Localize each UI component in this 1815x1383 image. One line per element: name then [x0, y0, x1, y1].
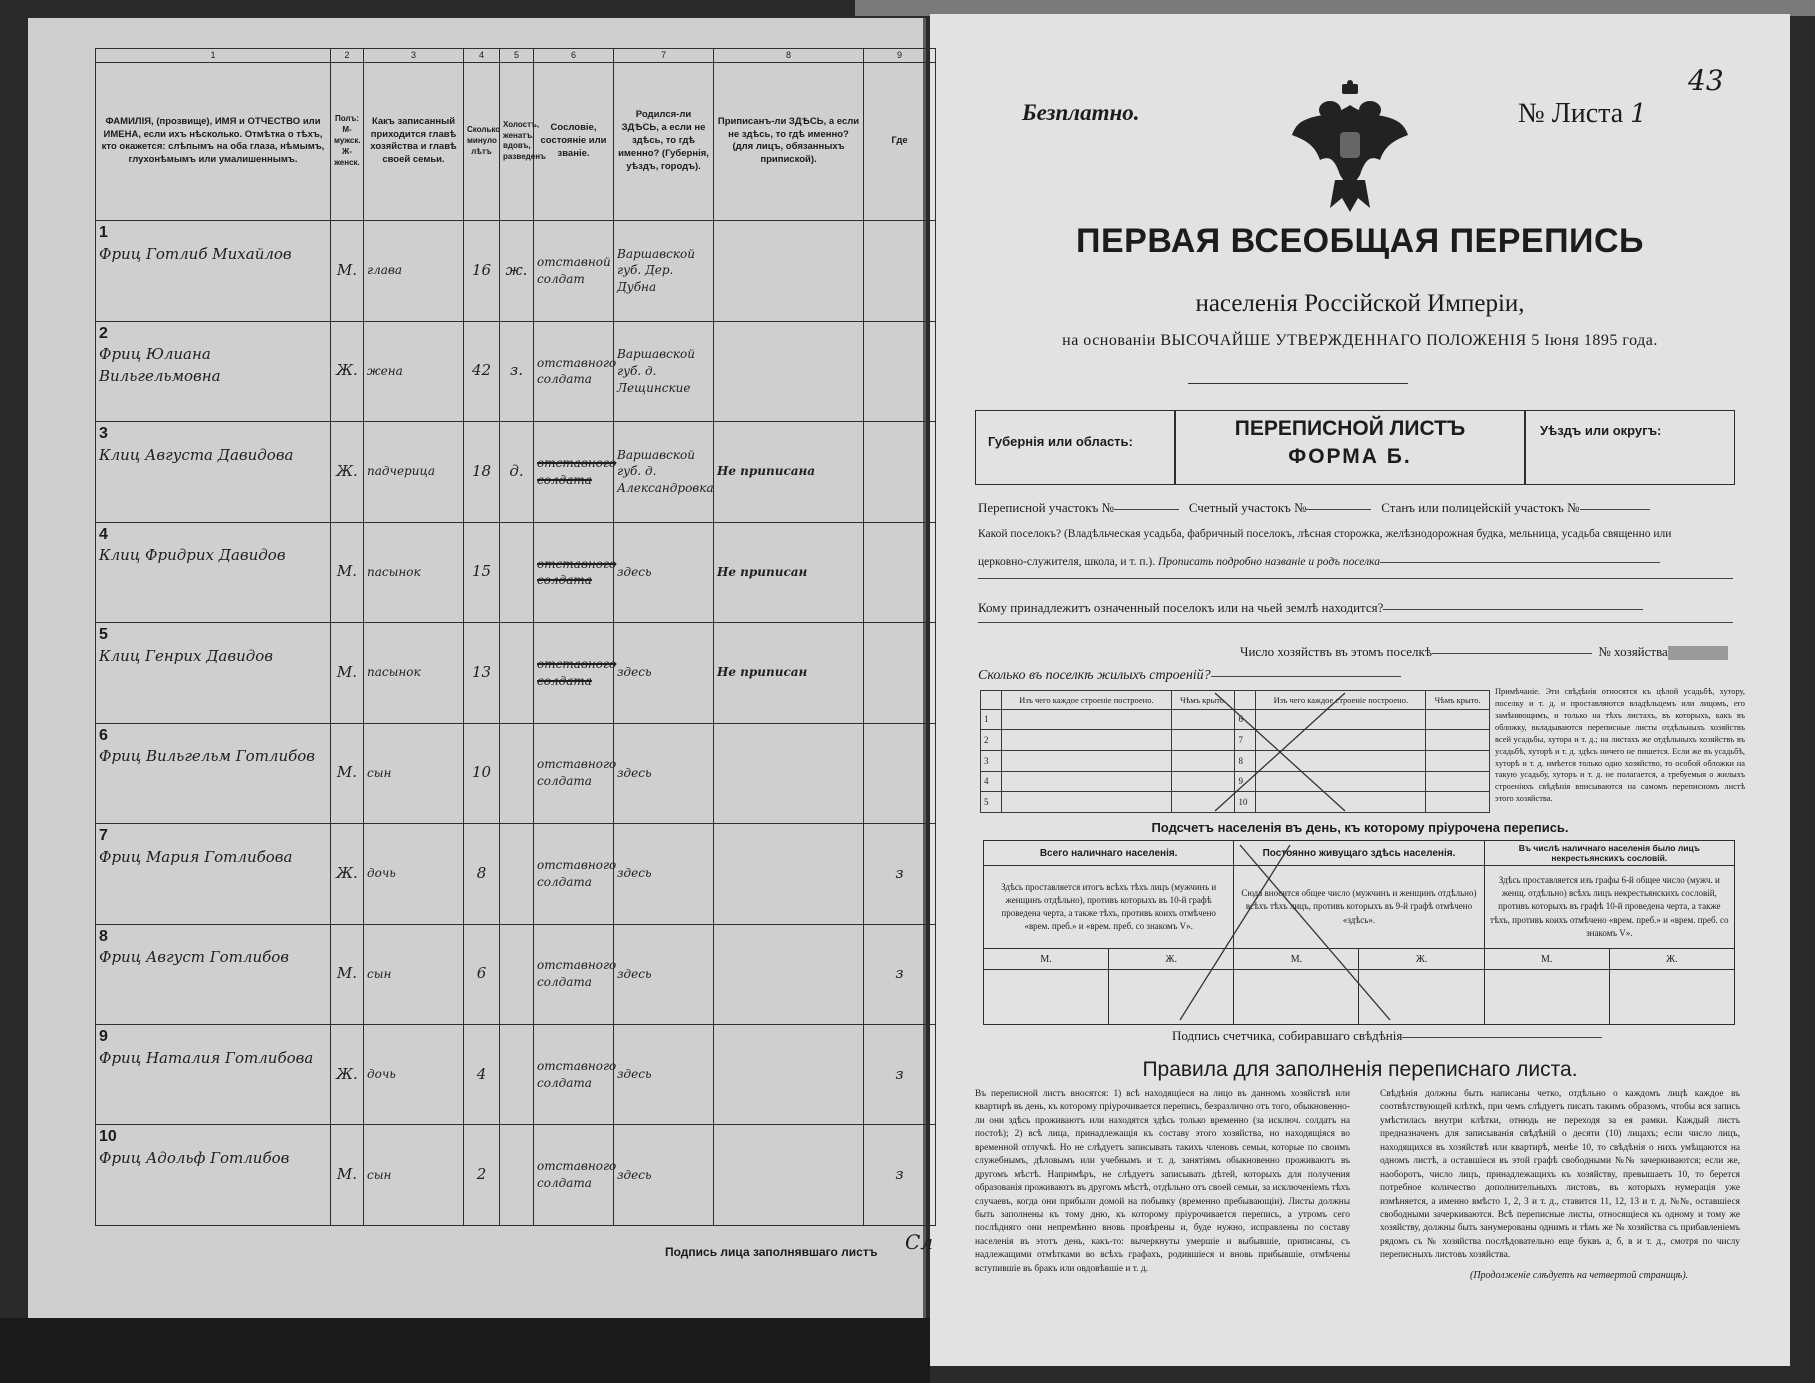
estate-value: отставного солдата [537, 355, 617, 387]
row-number: 3 [99, 425, 108, 443]
person-name: Фриц Мария Готлибова [99, 847, 293, 866]
census-rows [96, 221, 936, 1226]
cell-registration [714, 321, 864, 421]
estate-value: отставного солдата [537, 456, 617, 487]
table-row [96, 824, 936, 924]
table-row [96, 924, 936, 1024]
estate-value: отставной солдат [537, 255, 611, 286]
cell-registration [714, 221, 864, 321]
form-subtitle-decree: на основаніи ВЫСОЧАЙШЕ УТВЕРЖДЕННАГО ПОЛОЖЕНІЯ 5 Іюня 1895 года. [1062, 332, 1658, 349]
cell-registration [714, 623, 864, 723]
age-value: 8 [476, 863, 487, 882]
btab-row-number: 3 [981, 750, 1002, 771]
table-row [96, 1024, 936, 1124]
cell-relation [364, 522, 464, 622]
sex-value: М. [336, 763, 358, 782]
enumerator-signature-line [1172, 1028, 1602, 1044]
marital-value: з. [510, 361, 523, 380]
cell-sex [331, 321, 364, 421]
person-name: Фриц Адольф Готлибов [99, 1149, 290, 1168]
cell-col9 [864, 1024, 936, 1124]
table-row [96, 422, 936, 522]
cell-marital [500, 422, 534, 522]
cell-marital [500, 522, 534, 622]
cell-registration [714, 522, 864, 622]
relation-value: пасынок [367, 665, 421, 680]
settlement-type-label: Какой поселокъ? (Владѣльческая усадьба, фабричный поселокъ, лѣсная сторожка, желѣзнодорожная будка, мельница, усадьба священно или [978, 528, 1672, 540]
header-estate: Сословіе, состояніе или званіе. [534, 62, 614, 221]
ptab-desc-present: Здѣсь проставляется итогъ всѣхъ тѣхъ лицъ (мужчинъ и женщинъ отдѣльно), противъ которыхъ въ 10-й графѣ проведена черта, а также тѣхъ, противъ коихъ отмѣчено «врем. преб.» и «врем. преб. со знакомъ V». [984, 866, 1234, 949]
btab-cell [1426, 792, 1490, 813]
cell-birthplace [614, 623, 714, 723]
cell-birthplace [614, 824, 714, 924]
ptab-desc-non-peasant: Здѣсь проставляется изъ графы 6-й общее число (мужч. и женщ. отдѣльно) всѣхъ лицъ некрестьянскихъ сословій, противъ которыхъ въ графѣ 10-й проведена черта, а также тѣхъ, противъ коихъ отмѣчено «врем. преб.» и «врем. преб. со знакомъ V». [1484, 866, 1734, 949]
row-number: 6 [99, 726, 108, 744]
person-name: Фриц Август Готлибов [99, 948, 290, 967]
header-col9: Где [864, 62, 936, 221]
rules-title: Правила для заполненія переписнаго листа. [1142, 1058, 1578, 1081]
settlement-type-cont: церковно-служителя, школа, и т. п.). [978, 556, 1156, 568]
households-line [1240, 644, 1728, 660]
ptab-zh: Ж. [1109, 949, 1234, 970]
cell-col9 [864, 1125, 936, 1226]
cell-relation [364, 422, 464, 522]
btab-row-number: 9 [1235, 771, 1256, 792]
header-age: Сколько минуло лѣтъ [464, 62, 500, 221]
col-num: 2 [331, 49, 364, 63]
settlement-type-line2 [978, 556, 1660, 568]
age-value: 13 [471, 662, 492, 681]
marital-value: ж. [505, 260, 528, 279]
header-relation: Какъ записанный приходится главѣ хозяйства и главѣ своей семьи. [364, 62, 464, 221]
cell-relation [364, 824, 464, 924]
census-plot-label: Переписной участокъ № [978, 500, 1115, 515]
person-name: Фриц Наталия Готлибова [99, 1048, 314, 1067]
birthplace-value: здесь [617, 564, 652, 579]
cell-age [464, 623, 500, 723]
cell-sex [331, 924, 364, 1024]
table-row [96, 321, 936, 421]
table-row [96, 623, 936, 723]
cell-registration [714, 924, 864, 1024]
birthplace-value: здесь [617, 866, 652, 881]
col9-value: з [895, 863, 904, 882]
row-number: 2 [99, 324, 108, 342]
owner-label: Кому принадлежитъ означенный поселокъ или на чьей землѣ находится? [978, 600, 1384, 615]
sex-value: М. [336, 562, 358, 581]
ptab-desc-permanent: Сюда вносится общее число (мужчинъ и женщинъ отдѣльно) всѣхъ тѣхъ лицъ, противъ которыхъ въ 9-й графѣ отмѣчено «здѣсь». [1234, 866, 1484, 949]
cell-relation [364, 321, 464, 421]
btab-cell [1002, 771, 1172, 792]
age-value: 10 [471, 763, 492, 782]
household-number-label: № хозяйства [1598, 644, 1668, 659]
cell-name [96, 723, 331, 823]
cell-sex [331, 1125, 364, 1226]
district-box: Уѣздъ или округъ: [1525, 410, 1735, 485]
registration-value: Не приписан [717, 564, 808, 579]
header-row [96, 62, 936, 221]
btab-header-material: Изъ чего каждое строеніе построено. [1002, 691, 1172, 710]
btab-row-number: 8 [1235, 750, 1256, 771]
cell-col9 [864, 221, 936, 321]
cross-out-mark [1210, 688, 1350, 816]
btab-row-number: 10 [1235, 792, 1256, 813]
age-value: 4 [476, 1064, 487, 1083]
estate-value: отставного солдата [537, 757, 617, 789]
btab-row-number: 6 [1235, 709, 1256, 730]
cell-age [464, 1125, 500, 1226]
cell-age [464, 924, 500, 1024]
cell-relation [364, 1024, 464, 1124]
btab-row-number: 7 [1235, 730, 1256, 751]
cell-name [96, 924, 331, 1024]
table-row [96, 221, 936, 321]
cell-birthplace [614, 723, 714, 823]
cell-col9 [864, 321, 936, 421]
header-sex: Полъ: М-мужск. Ж-женск. [331, 62, 364, 221]
double-headed-eagle-icon [1290, 80, 1410, 215]
relation-value: сын [367, 765, 392, 780]
page-corner-number: 43 [1688, 64, 1724, 97]
sheet-value: 1 [1630, 99, 1647, 129]
dwellings-label: Сколько въ поселкѣ жилыхъ строеній? [978, 668, 1211, 683]
note-text: Примѣчаніе. Эти свѣдѣнія относятся къ цѣлой усадьбѣ, хутору, поселку и т. д. и проставляются владѣльцемъ или лицомъ, его замѣняющимъ, и только на тѣхъ листахъ, въ которыхъ, какъ въ обложку, вкладываются переписные листы отдѣльныхъ хозяйствъ всей усадьбы, хутора и т. д.; на листахъ же отдѣльныхъ хозяйствъ въ усадьбѣ, хуторѣ и т. д. здѣсь ничего не пишется. Если же въ усадьбѣ, хуторѣ и т. д. имѣется только одно хозяйство, то особой обложки на такую усадьбу, хуторъ и т. д. не полагается, а требуемыя о жилыхъ строеніяхъ свѣдѣнія вписываются на самомъ переписномъ листѣ этого хозяйства. [1495, 687, 1745, 804]
col-num: 3 [364, 49, 464, 63]
cell-sex [331, 422, 364, 522]
ptab-header-non-peasant: Въ числѣ наличнаго населенія было лицъ некрестьянскихъ сословій. [1484, 841, 1734, 866]
census-plot-line [978, 500, 1650, 516]
relation-value: падчерица [367, 464, 435, 479]
estate-value: отставного солдата [537, 857, 617, 889]
col-num: 8 [714, 49, 864, 63]
cell-age [464, 422, 500, 522]
btab-cell [1002, 709, 1172, 730]
btab-header-roof: Чѣмъ крыто. [1171, 691, 1235, 710]
cell-birthplace [614, 924, 714, 1024]
cell-relation [364, 924, 464, 1024]
cell-sex [331, 1024, 364, 1124]
col9-value: з [895, 1064, 904, 1083]
cell-registration [714, 723, 864, 823]
relation-value: сын [367, 1167, 392, 1182]
cell-name [96, 422, 331, 522]
cell-col9 [864, 522, 936, 622]
row-number: 8 [99, 927, 108, 945]
cell-age [464, 321, 500, 421]
estate-value: отставного солдата [537, 1159, 617, 1191]
col-num: 5 [500, 49, 534, 63]
btab-row-number: 5 [981, 792, 1002, 813]
birthplace-value: здесь [617, 765, 652, 780]
province-box: Губернія или область: [975, 410, 1175, 485]
col-num: 1 [96, 49, 331, 63]
cell-estate [534, 321, 617, 421]
sex-value: М. [336, 260, 358, 279]
owner-line [978, 600, 1643, 616]
sex-value: Ж. [336, 1064, 358, 1083]
row-number: 4 [99, 525, 108, 543]
age-value: 18 [471, 461, 492, 480]
cell-birthplace [614, 1024, 714, 1124]
cell-birthplace [614, 422, 714, 522]
person-name: Клиц Генрих Давидов [99, 646, 274, 665]
row-number: 5 [99, 626, 108, 644]
census-table [95, 48, 936, 1226]
cell-sex [331, 723, 364, 823]
cell-birthplace [614, 522, 714, 622]
cell-name [96, 321, 331, 421]
form-type-box [1175, 410, 1525, 485]
sex-value: М. [336, 662, 358, 681]
signature-label: Подпись лица заполнявшаго листъ [665, 1245, 878, 1259]
cell-estate [534, 1024, 617, 1124]
btab-cell [1002, 730, 1172, 751]
form-type-title: ПЕРЕПИСНОЙ ЛИСТЪ [1234, 417, 1466, 440]
cell-col9 [864, 422, 936, 522]
estate-value: отставного солдата [537, 958, 617, 990]
relation-value: глава [367, 263, 402, 278]
col-num: 4 [464, 49, 500, 63]
table-row [96, 1125, 936, 1226]
cell-age [464, 723, 500, 823]
continued-note: (Продолженіе слѣдуетъ на четвертой страницѣ). [1470, 1270, 1689, 1281]
btab-cell [1002, 792, 1172, 813]
cell-relation [364, 221, 464, 321]
cell-relation [364, 1125, 464, 1226]
header-registration: Приписанъ-ли ЗДѢСЬ, а если не здѣсь, то гдѣ именно? (для лицъ, обязанныхъ припиской). [714, 62, 864, 221]
settlement-type-instruction: Прописать подробно названіе и родъ поселка [1157, 556, 1380, 568]
ptab-cell [984, 970, 1109, 1025]
sex-value: М. [336, 964, 358, 983]
cell-name [96, 1024, 331, 1124]
row-number: 1 [99, 224, 108, 242]
btab-row-number: 1 [981, 709, 1002, 730]
cell-registration [714, 1125, 864, 1226]
cell-estate [534, 522, 617, 622]
households-count-label: Число хозяйствъ въ этомъ поселкѣ [1240, 644, 1432, 659]
population-count-title: Подсчетъ населенія въ день, къ которому пріурочена перепись. [1151, 820, 1569, 835]
sex-value: Ж. [336, 461, 358, 480]
ptab-zh: Ж. [1359, 949, 1484, 970]
cell-col9 [864, 723, 936, 823]
col9-value: з [895, 1165, 904, 1184]
cell-estate [534, 723, 617, 823]
person-name: Клиц Августа Давидова [99, 445, 294, 464]
sheet-label: № Листа [1518, 98, 1624, 129]
cell-marital [500, 1024, 534, 1124]
btab-header-roof: Чѣмъ крыто. [1426, 691, 1490, 710]
sex-value: М. [336, 1165, 358, 1184]
column-number-row [96, 49, 936, 63]
row-number: 10 [99, 1128, 117, 1146]
count-plot-label: Счетный участокъ № [1188, 500, 1307, 515]
ptab-cell [1484, 970, 1609, 1025]
enumerator-signature-label: Подпись счетчика, собиравшаго свѣдѣнія [1172, 1028, 1403, 1043]
sheet-number [1518, 98, 1647, 130]
cell-age [464, 1024, 500, 1124]
form-subtitle: населенія Россійской Имперіи, [1195, 290, 1525, 317]
estate-value: отставного солдата [537, 656, 617, 688]
person-name: Фриц Готлиб Михайлов [99, 244, 292, 263]
birthplace-value: Варшавской губ. д. Лещинские [617, 347, 695, 395]
cell-age [464, 522, 500, 622]
btab-cell [1426, 730, 1490, 751]
sex-value: Ж. [336, 863, 358, 882]
registration-value: Не приписан [717, 665, 808, 680]
redacted-value [1668, 646, 1728, 660]
birthplace-value: Варшавской губ. Дер. Дубна [617, 246, 695, 295]
cell-registration [714, 422, 864, 522]
cell-col9 [864, 924, 936, 1024]
cell-relation [364, 623, 464, 723]
cell-sex [331, 522, 364, 622]
ptab-zh: Ж. [1609, 949, 1734, 970]
cell-estate [534, 221, 614, 321]
cell-name [96, 1125, 331, 1226]
cell-marital [500, 924, 534, 1024]
estate-value: отставного солдата [537, 1058, 617, 1090]
birthplace-value: здесь [617, 1067, 652, 1082]
cell-marital [500, 623, 534, 723]
header-birthplace: Родился-ли ЗДѢСЬ, а если не здѣсь, то гдѣ именно? (Губернія, уѣздъ, городъ). [614, 62, 714, 221]
row-number: 9 [99, 1027, 108, 1045]
relation-value: пасынок [367, 564, 421, 579]
ptab-m: М. [984, 949, 1109, 970]
blank-line [978, 578, 1733, 579]
age-value: 15 [471, 562, 492, 581]
cell-marital [500, 221, 534, 321]
person-name: Фриц Вильгельм Готлибов [99, 747, 316, 766]
relation-value: дочь [367, 1067, 396, 1082]
relation-value: сын [367, 966, 392, 981]
rules-column-right: Свѣдѣнія должны быть написаны четко, отдѣльно о каждомъ лицѣ каждое въ соотвѣтствующей клѣткѣ, при чемъ слѣдуетъ писать такимъ образомъ, чтобы вся запись умѣстилась внутри клѣтки, отнюдь не переходя за ея рамки. Каждый листъ предназначенъ для записыванія свѣдѣній о десяти (10) лицахъ; если число лицъ, находящихся въ хозяйствѣ или квартирѣ, менѣе 10, то свѣдѣнія о нихъ умѣщаются на одномъ листѣ, а оставшіеся въ этой графѣ свободными №№ зачеркиваются; если же, наоборотъ, число лицъ, принадлежащихъ къ хозяйству, превышаетъ 10, то берется потребное количество дополнительныхъ листовъ, въ которыхъ нумерація уже измѣняется, а именно вмѣсто 1, 2, 3 и т. д., ставится 11, 12, 13 и т. д. №№, оставшіеся свободными зачеркиваются. Всѣ переписные листы, относящіеся къ одному и тому же хозяйству, должны быть занумерованы однимъ и тѣмъ же № хозяйства съ прибавленіемъ рядомъ съ № хозяйства послѣдовательно еще буквъ а, б, в и т. д., смотря по числу переписныхъ листовъ хозяйства. [1380, 1089, 1740, 1261]
police-plot-label: Станъ или полицейскій участокъ № [1381, 500, 1580, 515]
free-of-charge-label: Безплатно. [1022, 100, 1140, 125]
birthplace-value: здесь [617, 665, 652, 680]
sex-value: Ж. [336, 361, 358, 380]
registration-value: Не приписана [717, 464, 816, 479]
btab-row-number: 4 [981, 771, 1002, 792]
bottom-background [0, 1318, 930, 1383]
person-name: Клиц Фридрих Давидов [99, 546, 286, 565]
cell-marital [500, 321, 534, 421]
person-name: Фриц Юлиана Вильгельмовна [99, 345, 221, 385]
cell-registration [714, 824, 864, 924]
form-type-code: ФОРМА Б. [1288, 445, 1412, 469]
cell-name [96, 522, 331, 622]
rules-column-left: Въ переписной листъ вносятся: 1) всѣ находящіеся на лицо въ данномъ хозяйствѣ или квартирѣ въ день, къ которому пріурочивается перепись, безразлично отъ того, обыкновенно-ли они здѣсь проживаютъ или находятся здѣсь только временно (за исключ. солдатъ на постоѣ); 2) всѣ лица, принадлежащія къ составу этого хозяйства, но находящіяся во временной отлучкѣ. Но не слѣдуетъ записывать такихъ членовъ семьи, которые по своимъ служебнымъ, дѣловымъ или учебнымъ и т. д. занятіямъ обыкновенно проживаютъ въ другомъ мѣстѣ. Напримѣръ, не слѣдуетъ записывать дѣтей, которыхъ для получения образованія проживаютъ въ другомъ мѣстѣ, отдѣльно отъ своей семьи, за исключеніемъ тѣхъ случаевъ, когда они прибыли домой на побывку (временно пребывающіи). Листы должны быть заполнены къ тому дню, къ которому пріурочивается перепись, а утромъ сего послѣдняго они непремѣнно вновь провѣрены и, буде нужно, исправлены по составу населенія въ этотъ день, какъ-то: вычеркнуты умершіе и выбывшіе, приписаны, съ надлежащими отмѣтками во всѣхъ графахъ, родившіеся и вновь прибывшіе, отмѣчены вступившіе въ бракъ или овдовѣвшіе и т. д. [975, 1089, 1350, 1274]
ptab-m: М. [1484, 949, 1609, 970]
marital-value: д. [509, 461, 524, 480]
cell-col9 [864, 824, 936, 924]
table-row [96, 723, 936, 823]
cell-name [96, 221, 331, 321]
cell-relation [364, 723, 464, 823]
relation-value: жена [367, 363, 403, 378]
ptab-header-present: Всего наличнаго населенія. [984, 841, 1234, 866]
blank-line [978, 622, 1733, 623]
divider [1188, 383, 1408, 384]
cell-estate [534, 623, 617, 723]
cell-sex [331, 623, 364, 723]
birthplace-value: здесь [617, 1167, 652, 1182]
btab-header-material: Изъ чего каждое строеніе построено. [1256, 691, 1426, 710]
cell-marital [500, 723, 534, 823]
cell-estate [534, 1125, 617, 1226]
cell-birthplace [614, 221, 714, 321]
dwellings-line [978, 668, 1401, 684]
age-value: 6 [476, 964, 487, 983]
cell-sex [331, 824, 364, 924]
cell-birthplace [614, 1125, 714, 1226]
cell-marital [500, 824, 534, 924]
cell-age [464, 824, 500, 924]
header-name: ФАМИЛІЯ, (прозвище), ИМЯ и ОТЧЕСТВО или ИМЕНА, если ихъ нѣсколько. Отмѣтка о тѣхъ, кто окажется: слѣпымъ на оба глаза, нѣмымъ, глухонѣмымъ или умалишеннымъ. [96, 62, 331, 221]
ptab-header-permanent: Постоянно живущаго здѣсь населенія. [1234, 841, 1484, 866]
cell-birthplace [614, 321, 714, 421]
cross-out-mark [1170, 840, 1410, 1025]
btab-cell [1426, 771, 1490, 792]
age-value: 16 [471, 260, 492, 279]
table-row [96, 522, 936, 622]
cell-name [96, 824, 331, 924]
cell-marital [500, 1125, 534, 1226]
form-header-boxes [975, 410, 1735, 485]
header-marital: Холостъ, женатъ, вдовъ, разведенъ [500, 62, 534, 221]
cell-estate [534, 824, 617, 924]
cell-sex [331, 221, 364, 321]
ptab-m: М. [1234, 949, 1359, 970]
col-num: 6 [534, 49, 614, 63]
btab-cell [1426, 709, 1490, 730]
cell-estate [534, 924, 617, 1024]
estate-value: отставного солдата [537, 556, 617, 588]
cell-col9 [864, 623, 936, 723]
btab-cell [1426, 750, 1490, 771]
row-number: 7 [99, 827, 108, 845]
form-title: ПЕРВАЯ ВСЕОБЩАЯ ПЕРЕПИСЬ [1076, 222, 1644, 260]
btab-cell [1002, 750, 1172, 771]
cell-estate [534, 422, 617, 522]
cell-name [96, 623, 331, 723]
signature-mark: Сл [905, 1230, 934, 1254]
col-num: 9 [864, 49, 936, 63]
birthplace-value: здесь [617, 966, 652, 981]
col9-value: з [895, 964, 904, 983]
age-value: 2 [476, 1165, 487, 1184]
age-value: 42 [471, 361, 492, 380]
birthplace-value: Варшавской губ. д. Александровка [617, 447, 714, 496]
btab-row-number: 2 [981, 730, 1002, 751]
col-num: 7 [614, 49, 714, 63]
relation-value: дочь [367, 866, 396, 881]
ptab-cell [1609, 970, 1734, 1025]
cell-age [464, 221, 500, 321]
cell-registration [714, 1024, 864, 1124]
